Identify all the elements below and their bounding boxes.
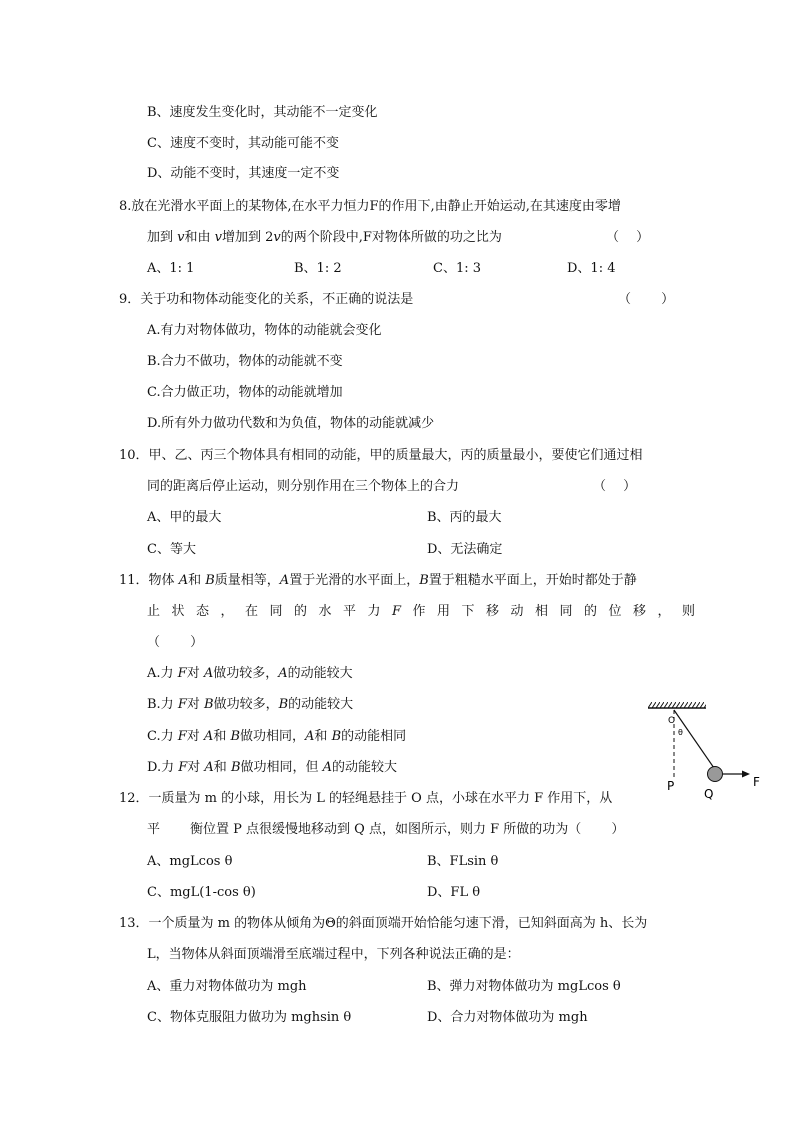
q12-option-a: A、mgLcos θ	[147, 854, 233, 869]
q11-answer-bracket: （ ）	[147, 635, 204, 650]
pendulum-string	[674, 710, 714, 768]
q9-option-d: D.所有外力做功代数和为负值，物体的动能就减少	[147, 416, 435, 431]
q10-option-d: D、无法确定	[427, 542, 503, 557]
q8-option-b: B、1: 2	[294, 261, 342, 276]
q8-option-a: A、1: 1	[147, 261, 195, 276]
force-arrowhead	[742, 771, 750, 778]
label-f: F	[753, 775, 760, 789]
q13-option-c: C、物体克服阻力做功为 mghsin θ	[147, 1010, 352, 1025]
q13-option-b: B、弹力对物体做功为 mgLcos θ	[427, 979, 621, 994]
q9-option-b: B.合力不做功，物体的动能就不变	[147, 354, 343, 369]
q11-option-d: D.力 F对 A和 B做功相同，但 A的动能较大	[147, 760, 398, 775]
q12-stem-line1: 12．一质量为 m 的小球，用长为 L 的轻绳悬挂于 O 点，小球在水平力 F 作用下，从	[119, 791, 613, 806]
label-o: O	[668, 716, 676, 726]
ball-q	[708, 767, 723, 782]
q10-option-c: C、等大	[147, 542, 196, 557]
q7-option-b: B、速度发生变化时，其动能不一定变化	[147, 105, 378, 120]
q13-stem-line1: 13．一个质量为 m 的物体从倾角为Θ的斜面顶端开始恰能匀速下滑，已知斜面高为 h、长为	[119, 916, 648, 931]
q10-stem-line2: 同的距离后停止运动，则分别作用在三个物体上的合力	[147, 479, 460, 494]
q10-stem-line1: 10．甲、乙、丙三个物体具有相同的动能，甲的质量最大，丙的质量最小，要使它们通过相	[119, 448, 643, 463]
q13-option-a: A、重力对物体做功为 mgh	[147, 979, 307, 994]
q11-stem-line1: 11．物体 A和 B质量相等，A置于光滑的水平面上，B置于粗糙水平面上，开始时都处于静	[119, 573, 637, 588]
q10-option-b: B、丙的最大	[427, 510, 502, 525]
q13-option-d: D、合力对物体做功为 mgh	[427, 1010, 588, 1025]
ceiling-support	[648, 702, 706, 708]
q11-stem-line2: 止状态，在同的水平力F作用下移动相同的位移，则	[147, 604, 707, 619]
q12-option-c: C、mgL(1-cos θ)	[147, 885, 256, 900]
q12-stem-line2: 平 衡位置 P 点很缓慢地移动到 Q 点，如图所示，则力 F 所做的功为（ ）	[147, 822, 625, 837]
q7-option-c: C、速度不变时，其动能可能不变	[147, 136, 339, 151]
q12-option-d: D、FL θ	[427, 885, 481, 900]
q11-option-c: C.力 F对 A和 B做功相同，A和 B的动能相同	[147, 729, 407, 744]
label-q: Q	[704, 787, 714, 800]
q9-option-a: A.有力对物体做功，物体的动能就会变化	[147, 323, 382, 338]
q8-stem-line2: 加到 v和由 v增加到 2v的两个阶段中,F对物体所做的功之比为	[147, 230, 502, 245]
q10-answer-bracket: （ ）	[593, 479, 637, 494]
q11-option-a: A.力 F对 A做功较多，A的动能较大	[147, 666, 353, 681]
q13-stem-line2: L，当物体从斜面顶端滑至底端过程中，下列各种说法正确的是：	[147, 947, 520, 962]
q9-stem: 9．关于功和物体动能变化的关系，不正确的说法是	[119, 292, 414, 307]
q12-option-b: B、FLsin θ	[427, 854, 499, 869]
q9-option-c: C.合力做正功，物体的动能就增加	[147, 385, 343, 400]
q8-stem-line1: 8.放在光滑水平面上的某物体,在水平力恒力F的作用下,由静止开始运动,在其速度由零增	[119, 199, 621, 214]
q9-answer-bracket: （ ）	[618, 292, 675, 307]
q8-answer-bracket: （ ）	[606, 230, 650, 245]
pendulum-diagram	[640, 696, 770, 800]
q8-option-c: C、1: 3	[433, 261, 482, 276]
q7-option-d: D、动能不变时，其速度一定不变	[147, 166, 340, 181]
q11-option-b: B.力 F对 B做功较多，B的动能较大	[147, 697, 354, 712]
label-p: P	[667, 779, 675, 793]
label-theta: θ	[678, 728, 683, 737]
q8-option-d: D、1: 4	[567, 261, 616, 276]
q10-option-a: A、甲的最大	[147, 510, 222, 525]
